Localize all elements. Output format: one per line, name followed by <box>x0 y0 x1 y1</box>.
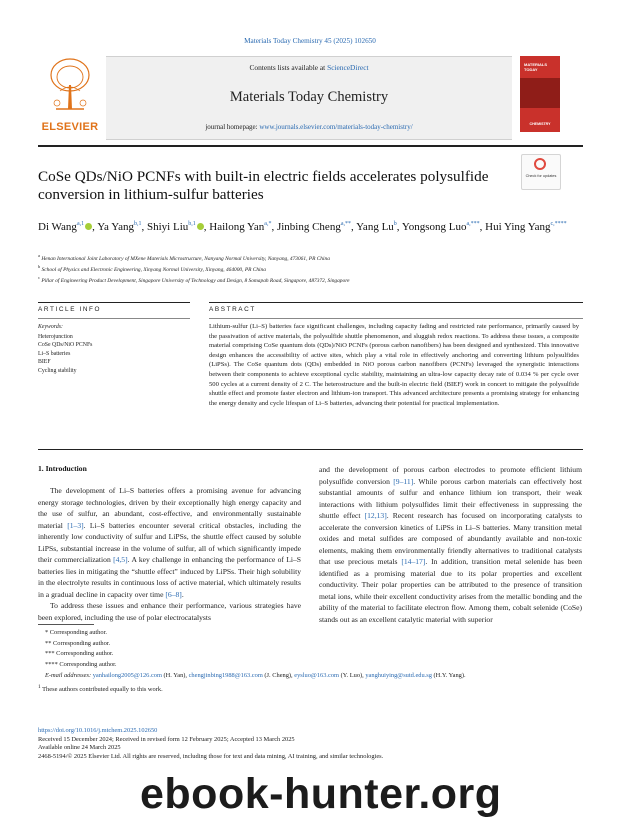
citation-link[interactable]: [12,13] <box>364 511 387 520</box>
body-text: The development of Li–S batteries offers a promising avenue for advancing energy storage technologies, driven by their exceptionally high energy capacity and the use of sulfur, an abundant, cost-effective, and environmentally sustainable material <box>38 486 301 530</box>
body-text: To address these issues and enhance their performance, various strategies have been explored, including the use of polar electrocatalysts <box>38 601 301 622</box>
journal-name: Materials Today Chemistry <box>229 89 389 105</box>
header-divider <box>38 145 583 147</box>
affiliation-text: School of Physics and Electronic Engineering, Xinyang Normal University, Xinyang, 464000, PR China <box>41 267 266 273</box>
body-divider <box>38 449 583 450</box>
affiliation <box>38 274 578 285</box>
email-addresses <box>38 671 583 682</box>
email-owner: (H.Y. Yang). <box>431 671 466 679</box>
paragraph <box>38 485 301 600</box>
keyword: CoSe QDs/NiO PCNFs <box>38 342 93 349</box>
copyright: 2468-5194/© 2025 Elsevier Ltd. All rights are reserved, including those for text and data mining, AI training, and similar technologies. <box>38 752 384 760</box>
citation-link[interactable]: [14–17] <box>401 557 426 566</box>
author[interactable] <box>402 221 483 233</box>
corresponding-author-note: **** Corresponding author. <box>45 661 117 669</box>
author-affiliation-marker[interactable]: a,*** <box>466 221 480 227</box>
corresponding-author-note: ** Corresponding author. <box>45 639 111 647</box>
author-separator: , <box>396 221 400 233</box>
homepage-line <box>106 123 512 131</box>
doi-link[interactable]: https://doi.org/10.1016/j.mtchem.2025.102650 <box>38 727 158 734</box>
paragraph <box>38 600 301 623</box>
journal-citation[interactable]: Materials Today Chemistry 45 (2025) 102650 <box>244 37 376 45</box>
author[interactable] <box>356 221 399 233</box>
author-name[interactable]: Hailong Yan <box>209 221 265 233</box>
author-affiliation-marker[interactable]: b,1 <box>188 221 196 227</box>
author[interactable] <box>38 221 95 233</box>
keyword: BIEF <box>38 359 51 366</box>
body-text: . Recent research has focused on incorporating catalysts to accelerate the conversion kinetics of LiPSs in Li–S batteries. Many transition metal oxides and metal sulfides are composed of abundantly available and non-toxic elements, making them environmentally friendly alternatives to traditional catalysts that use precious metals <box>319 511 583 566</box>
author-affiliation-marker[interactable]: c,**** <box>550 221 567 227</box>
citation-link[interactable]: [4,5] <box>113 555 128 564</box>
author-separator: , <box>351 221 354 233</box>
author-name[interactable]: Yongsong Luo <box>401 221 467 233</box>
article-title: CoSe QDs/NiO PCNFs with built-in electric fields accelerates polysulfide conversion in lithium-sulfur batteries <box>38 168 489 203</box>
article-info-rule <box>38 302 190 303</box>
citation-link[interactable]: [9–11] <box>393 476 414 486</box>
author-name[interactable]: Yang Lu <box>356 221 394 233</box>
author-list <box>38 216 578 235</box>
introduction-heading: 1. Introduction <box>38 464 87 473</box>
author-affiliation-marker[interactable]: a,* <box>264 221 272 227</box>
affiliation-marker: a <box>38 253 40 258</box>
article-info-heading: ARTICLE INFO <box>38 306 102 313</box>
check-updates-label: Check for updates <box>525 174 557 178</box>
footnote-rule <box>38 624 94 625</box>
journal-cover-thumbnail[interactable] <box>520 56 560 132</box>
email-link[interactable]: chengjinbing1988@163.com <box>188 671 263 679</box>
body-text: . <box>181 589 184 599</box>
cover-title: MATERIALS TODAY <box>524 62 548 72</box>
author[interactable] <box>277 221 354 233</box>
corresponding-author-note: *** Corresponding author. <box>45 650 114 658</box>
author[interactable] <box>97 221 144 233</box>
equal-contribution-note <box>38 682 583 696</box>
body-column-left <box>38 485 301 623</box>
affiliation <box>38 252 578 263</box>
author-separator: , <box>203 221 207 233</box>
author-name[interactable]: Shiyi Liu <box>147 221 189 233</box>
author-name[interactable]: Jinbing Cheng <box>276 221 341 233</box>
author-affiliation-marker[interactable]: b <box>393 221 397 227</box>
contents-prefix: Contents lists available at <box>249 63 326 72</box>
author-name[interactable]: Ya Yang <box>97 221 134 233</box>
author[interactable] <box>485 221 566 233</box>
email-link[interactable]: yanghuiying@sutd.edu.sg <box>365 671 432 679</box>
email-link[interactable]: eysluo@163.com <box>294 671 340 679</box>
author[interactable] <box>147 221 207 233</box>
affiliations <box>38 252 578 286</box>
received-dates: Received 15 December 2024; Received in revised form 12 February 2025; Accepted 13 March 2025 <box>38 735 295 743</box>
sciencedirect-link[interactable]: ScienceDirect <box>327 63 369 72</box>
author-affiliation-marker[interactable]: a,1 <box>76 221 85 227</box>
body-text: . Li–S batteries encounter several critical obstacles, including the inherently low conductivity of sulfur and LiPSs, the shuttle effect caused by soluble LiPSs, substantial increase in the volume of sulfur, all of which significantly impede their commercialization <box>38 520 301 564</box>
affiliation-text: Henan International Joint Laboratory of MXene Materials Microstructure, Nanyang Normal University, Nanyang, 473061, PR China <box>41 255 330 262</box>
keyword: Cycling stability <box>38 367 77 374</box>
keywords-label: Keywords: <box>38 324 63 330</box>
available-online: Available online 24 March 2025 <box>38 744 121 752</box>
abstract-heading: ABSTRACT <box>209 306 256 313</box>
author-name[interactable]: Di Wang <box>38 221 77 233</box>
paragraph <box>319 464 582 625</box>
journal-header <box>106 56 512 140</box>
email-link[interactable]: yanhailong2005@126.com <box>92 671 162 679</box>
body-text: . A key challenge in enhancing the performance of Li–S batteries lies in mitigating the “shuttle effect” induced by LiPSs. Their high solubility in the electrolyte results in continuous loss of active material, which ultimately results in a gradual decline in capacity over time <box>38 555 301 599</box>
abstract-subrule <box>209 318 583 319</box>
corresponding-author-note: * Corresponding author. <box>45 629 107 636</box>
footnotes <box>38 628 583 695</box>
contents-line <box>106 63 512 72</box>
article-info-subrule <box>38 318 190 319</box>
body-column-right <box>319 464 582 625</box>
author[interactable] <box>209 221 274 233</box>
author-separator: , <box>479 221 483 233</box>
author-separator: , <box>271 221 275 233</box>
author-affiliation-marker[interactable]: b,1 <box>134 221 142 227</box>
author-separator: , <box>141 221 145 233</box>
body-text: . In addition, transition metal selenide has been identified as a promising material due to its polar properties and excellent conductivity. Their polar properties can be attributed to the presence of transition metal ions, while their excellent conductivity arises from the metallic bonding and the ability of the material to facilitate electron flow. Among them, cobalt selenide (CoSe) stands out as an excellent catalytic material with superior <box>319 557 582 624</box>
elsevier-logo[interactable] <box>38 55 102 133</box>
tree-icon <box>48 57 92 115</box>
watermark: ebook-hunter.org <box>140 770 502 818</box>
footnote-marker: 1 <box>38 683 41 690</box>
check-for-updates-button[interactable] <box>521 154 561 190</box>
equal-contribution-text: These authors contributed equally to this work. <box>42 685 163 693</box>
affiliation-marker: c <box>38 275 40 281</box>
affiliation-marker: b <box>38 264 41 270</box>
body-text: . While porous carbon materials can effectively host substantial amounts of sulfur and enhance lithium ion transport, their weak interactions with lithium polysulfides limit their effectiveness in suppressing the shuttle effect <box>319 476 582 520</box>
article-history <box>38 727 583 761</box>
author-affiliation-marker[interactable]: a,** <box>340 221 351 227</box>
affiliation-text: Pillar of Engineering Product Development, Singapore University of Technology and Design, 8 Somapah Road, Singapore, 487372, Singapore <box>41 278 350 285</box>
body-text: and the development of porous carbon electrodes to promote efficient lithium polysulfide conversion <box>319 465 582 486</box>
affiliation <box>38 263 578 274</box>
author-name[interactable]: Hui Ying Yang <box>485 221 551 233</box>
email-label: E-mail addresses: <box>45 671 92 679</box>
homepage-link[interactable]: www.journals.elsevier.com/materials-today-chemistry/ <box>259 123 413 131</box>
check-updates-icon <box>534 158 546 170</box>
keyword: Heterojunction <box>38 334 73 340</box>
keywords-list <box>38 333 92 375</box>
email-owner: (J. Cheng), <box>262 671 295 679</box>
citation-link[interactable]: [6–8] <box>165 589 182 599</box>
homepage-prefix: journal homepage: <box>205 123 258 131</box>
cover-subtitle: CHEMISTRY <box>529 122 551 126</box>
abstract-text: Lithium-sulfur (Li–S) batteries face significant challenges, including capacity fading and restricted rate performance, primarily caused by the passivation of active materials, the polysulfide shuttle phenomenon, and sluggish redox reactions. To address these issues, a composite material comprising CoSe quantum dots (QDs)/NiO PCNFs (porous carbon nanofibers) has been designed and synthesized. This innovative design enhances the accessibility of active sites, which play a vital role in effectively anchoring and converting lithium polysulfides (LiPSs). The CoSe quantum dots (QDs) embedded in NiO porous carbon nanofibers (PCNFs) leveraged the synergistic interactions between their components to achieve exceptional cyclic stability, maintaining an ultra-low capacity decay rate of 0.034 % per cycle over 500 cycles at a current density of 2 C. The heterostructure and the built-in electric field (BIEF) work in concert to mitigate the polysulfide shuttle effect and promote faster electron and lithium-ion transport. This advanced architecture presents a promising strategy for enhancing the energy density and cycle lifespan of Li–S batteries, advancing their potential for practical implementation. <box>209 323 579 407</box>
email-owner: (H. Yan), <box>161 671 189 679</box>
author-separator: , <box>92 221 95 233</box>
elsevier-wordmark: ELSEVIER <box>41 121 99 133</box>
abstract-rule <box>209 302 583 303</box>
keyword: Li–S batteries <box>38 350 71 357</box>
cover-band <box>520 78 560 108</box>
citation-link[interactable]: [1–3] <box>67 520 84 530</box>
email-owner: (Y. Luo), <box>339 671 366 679</box>
orcid-icon[interactable] <box>197 223 204 230</box>
